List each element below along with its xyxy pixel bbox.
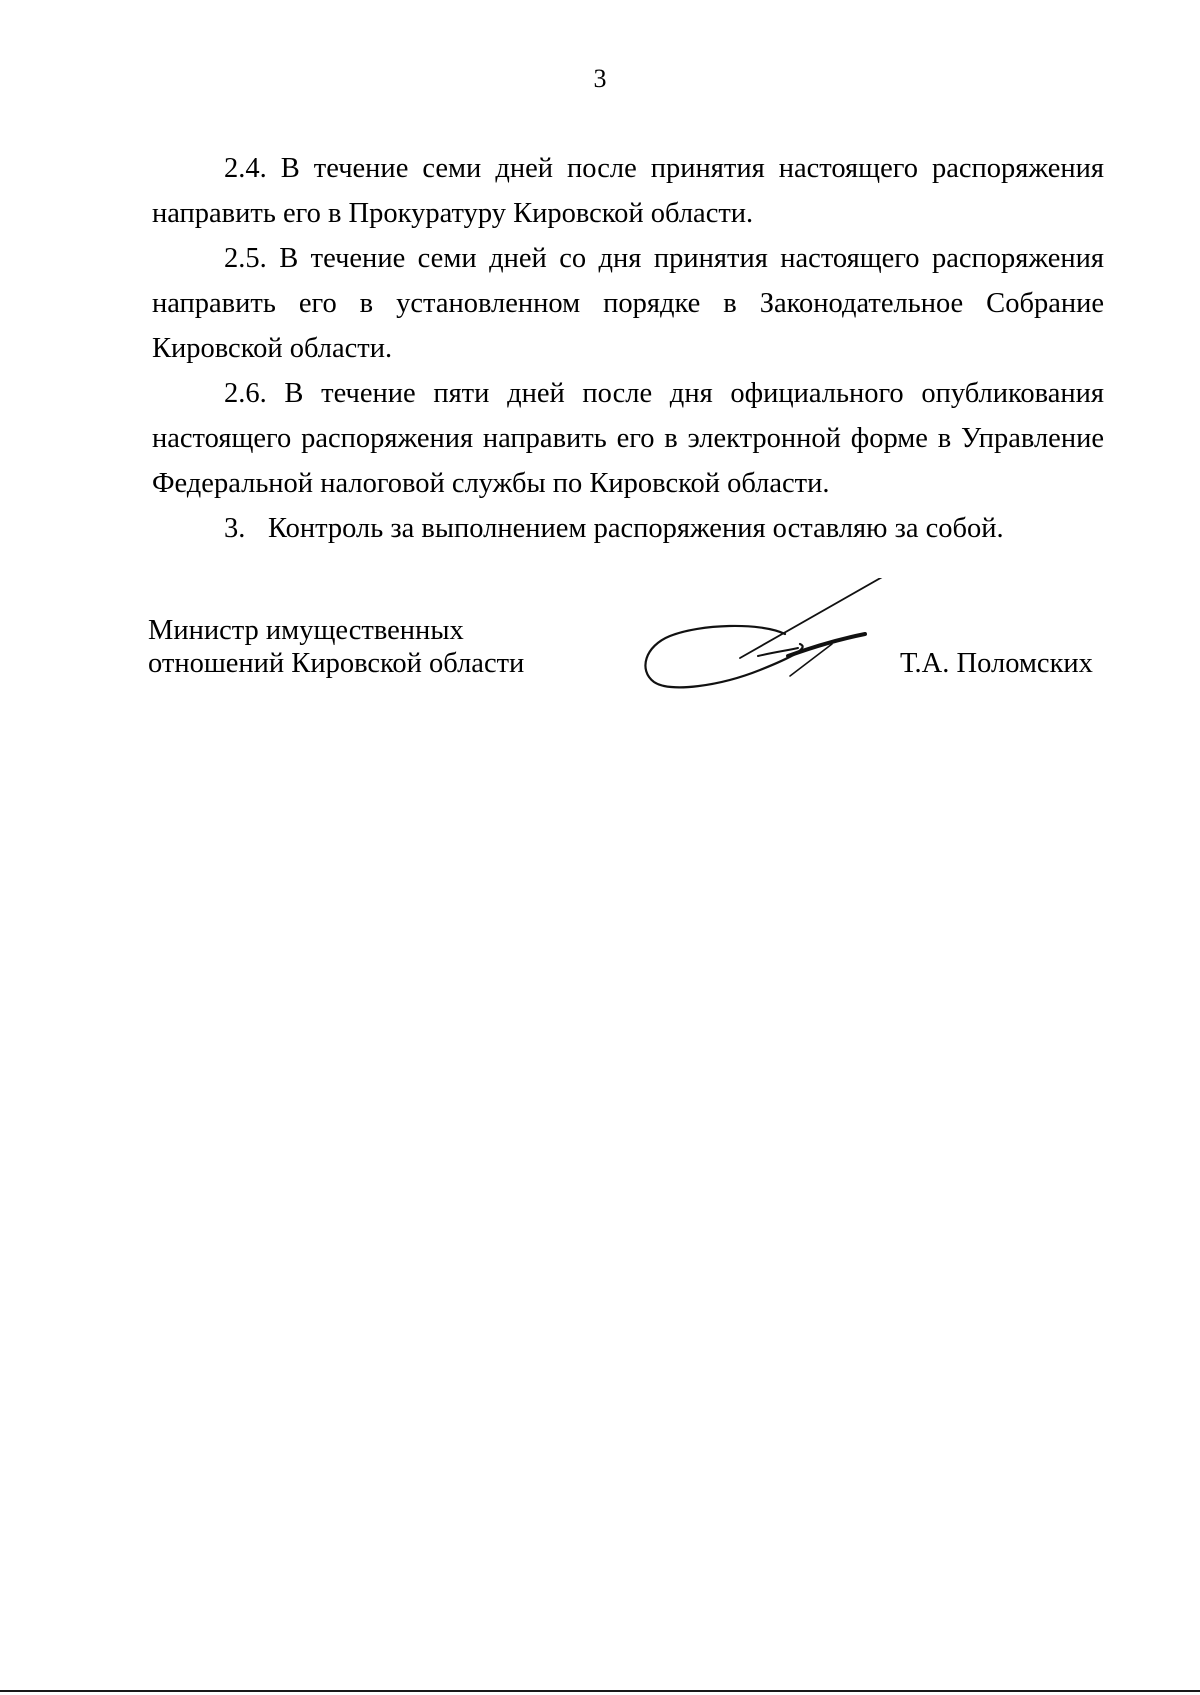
signatory-position [148,614,524,680]
signatory-name: Т.А. Поломских [900,648,1093,679]
page-number: 3 [593,64,607,93]
paragraph-2-5: 2.5. В течение семи дней со дня принятия настоящего распоряжения направить его в установленном порядке в Законодательное Собрание Кировской области. [152,243,1104,364]
paragraph-3 [152,506,1104,551]
signatory-position-line-1: Министр имущественных [148,615,464,646]
paragraph-2-6: 2.6. В течение пяти дней после дня официального опубликования настоящего распоряжения направить его в электронной форме в Управление Федеральной налоговой службы по Кировской области. [152,378,1104,499]
paragraph-3-number: 3. [224,513,246,544]
paragraph-2-4: 2.4. В течение семи дней после принятия настоящего распоряжения направить его в Прокуратуру Кировской области. [152,153,1104,229]
document-body [152,146,1104,551]
paragraph-3-text: Контроль за выполнением распоряжения оставляю за собой. [268,513,1004,544]
handwritten-signature-icon [640,578,890,698]
signatory-position-line-2: отношений Кировской области [148,648,525,679]
scan-edge-line [0,1690,1200,1692]
